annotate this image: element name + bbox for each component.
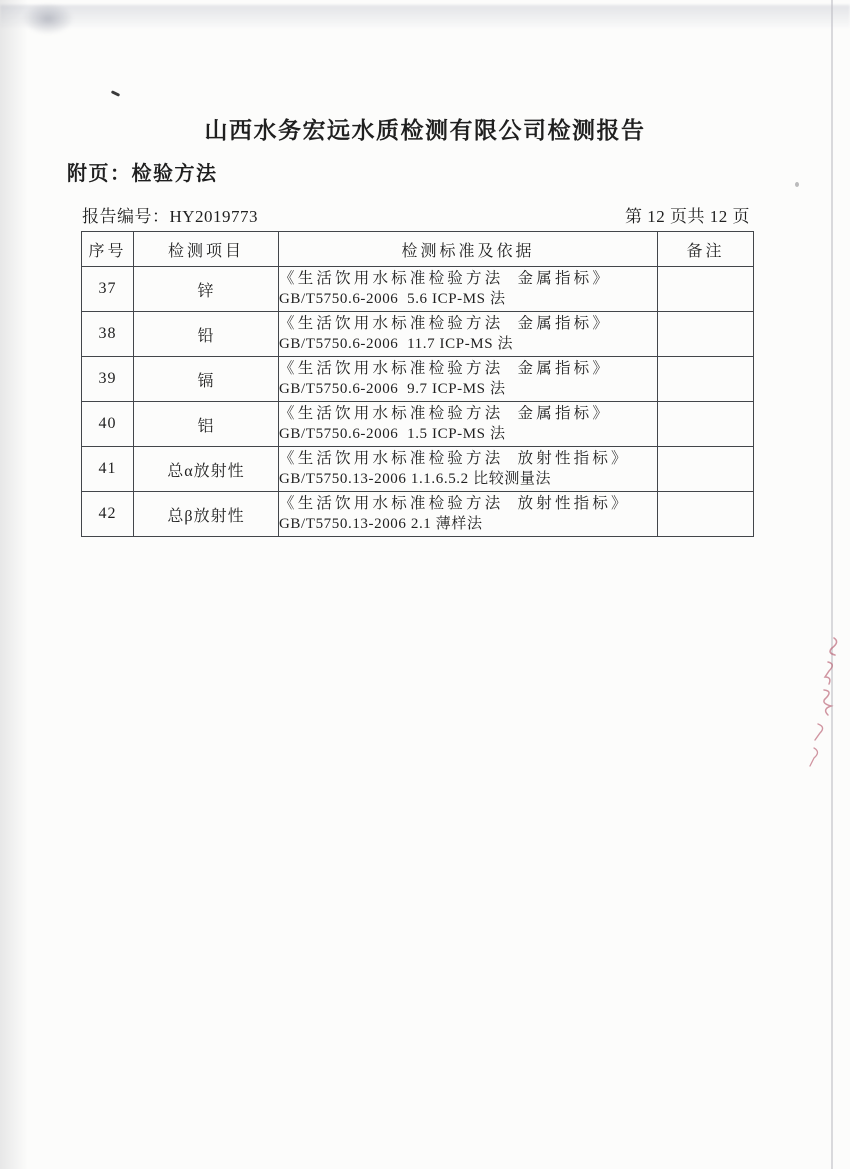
remark-cell: [658, 267, 754, 312]
table-header-row: [82, 232, 754, 267]
page-title: 山西水务宏远水质检测有限公司检测报告: [204, 118, 646, 143]
standard-cell: [279, 267, 658, 312]
standard-name: 《生活饮用水标准检验方法 金属指标》: [279, 360, 612, 377]
standard-name: 《生活饮用水标准检验方法 放射性指标》: [279, 450, 630, 467]
table-row: [82, 492, 754, 537]
scan-left-shadow: [0, 0, 28, 1169]
row-number: 37: [82, 267, 134, 312]
standard-name: 《生活饮用水标准检验方法 金属指标》: [279, 315, 612, 332]
row-number: 38: [82, 312, 134, 357]
col-header-remark: 备注: [658, 232, 754, 267]
handwritten-margin-note-red: [804, 628, 846, 784]
test-item: 镉: [134, 357, 279, 402]
remark-cell: [658, 357, 754, 402]
standard-cell: [279, 492, 658, 537]
report-number-value: HY2019773: [169, 207, 259, 226]
appendix-heading: 附页：检验方法: [67, 163, 218, 185]
standard-code: GB/T5750.6-2006 1.5 ICP-MS 法: [279, 426, 506, 442]
stray-ink-tick: [111, 90, 120, 97]
standard-code: GB/T5750.6-2006 9.7 ICP-MS 法: [279, 381, 506, 397]
table-row: [82, 402, 754, 447]
standard-code: GB/T5750.13-2006 2.1 薄样法: [279, 516, 483, 532]
standard-name: 《生活饮用水标准检验方法 金属指标》: [279, 270, 612, 287]
standard-cell: [279, 312, 658, 357]
standard-cell: [279, 447, 658, 492]
standard-code: GB/T5750.6-2006 11.7 ICP-MS 法: [279, 336, 514, 352]
remark-cell: [658, 447, 754, 492]
remark-cell: [658, 492, 754, 537]
test-item: 铅: [134, 312, 279, 357]
scan-top-shadow: [0, 5, 850, 28]
table-row: [82, 357, 754, 402]
row-number: 40: [82, 402, 134, 447]
report-meta-row: [82, 202, 750, 227]
standard-name: 《生活饮用水标准检验方法 金属指标》: [279, 405, 612, 422]
row-number: 42: [82, 492, 134, 537]
standard-name: 《生活饮用水标准检验方法 放射性指标》: [279, 495, 630, 512]
report-number-label: 报告编号：: [82, 207, 170, 226]
table-row: [82, 267, 754, 312]
col-header-standard: 检测标准及依据: [279, 232, 658, 267]
table-row: [82, 312, 754, 357]
col-header-item: 检测项目: [134, 232, 279, 267]
test-item: 锌: [134, 267, 279, 312]
methods-table: [81, 231, 754, 537]
standard-code: GB/T5750.13-2006 1.1.6.5.2 比较测量法: [279, 471, 552, 487]
scan-speck: [795, 182, 799, 187]
standard-cell: [279, 357, 658, 402]
table-row: [82, 447, 754, 492]
test-item: 总β放射性: [134, 492, 279, 537]
report-number: [82, 202, 258, 227]
test-item: 铝: [134, 402, 279, 447]
col-header-serial: 序号: [82, 232, 134, 267]
scan-corner-smudge: [22, 3, 74, 35]
remark-cell: [658, 312, 754, 357]
standard-cell: [279, 402, 658, 447]
scan-right-edge-line: [831, 0, 833, 1169]
row-number: 39: [82, 357, 134, 402]
page-indicator: 第 12 页共 12 页: [625, 207, 750, 226]
test-item: 总α放射性: [134, 447, 279, 492]
remark-cell: [658, 402, 754, 447]
standard-code: GB/T5750.6-2006 5.6 ICP-MS 法: [279, 291, 506, 307]
row-number: 41: [82, 447, 134, 492]
